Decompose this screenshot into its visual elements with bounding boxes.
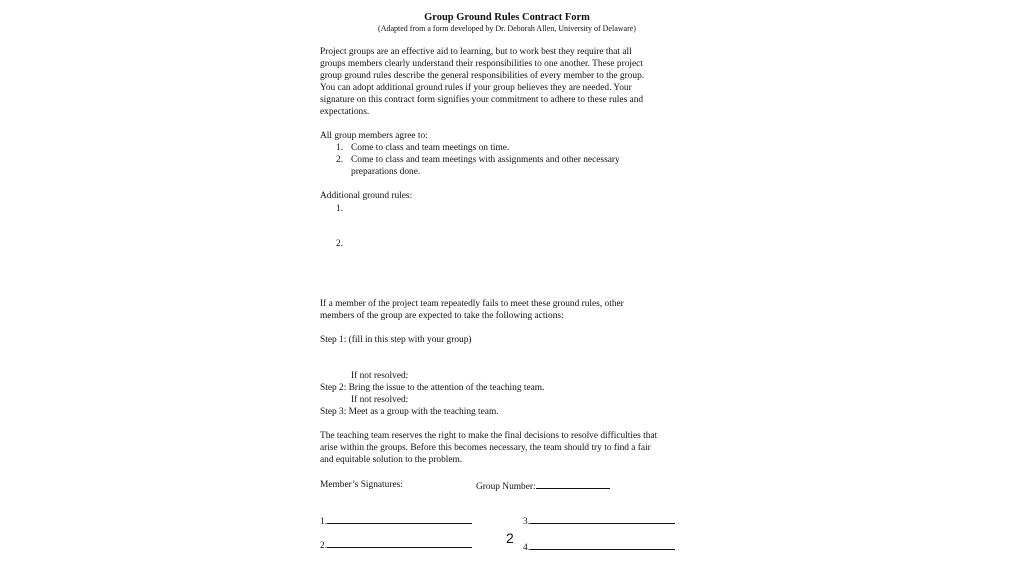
additional-heading: Additional ground rules: bbox=[320, 191, 413, 201]
teaching-line: and equitable solution to the problem. bbox=[320, 455, 463, 465]
intro-line: Project groups are an effective aid to learning, but to work best they require that all bbox=[320, 47, 632, 57]
signature-slot-4[interactable] bbox=[523, 540, 675, 554]
signature-slot-1[interactable] bbox=[320, 514, 472, 528]
intro-line: signature on this contract form signifies your commitment to adhere to these rules and bbox=[320, 95, 644, 105]
page-number: 2 bbox=[506, 530, 514, 546]
signature-blank[interactable] bbox=[530, 540, 675, 550]
signature-blank[interactable] bbox=[327, 538, 472, 548]
teaching-line: arise within the groups. Before this becomes necessary, the team should try to find a fair bbox=[320, 443, 651, 453]
signatures-label: Member’s Signatures: bbox=[320, 480, 403, 490]
group-number-label: Group Number: bbox=[476, 482, 536, 492]
signature-blank[interactable] bbox=[530, 514, 675, 524]
intro-line: You can adopt additional ground rules if your group believes they are needed. Your bbox=[320, 83, 632, 93]
failure-paragraph bbox=[320, 298, 700, 322]
intro-line: expectations. bbox=[320, 107, 370, 117]
document-title: Group Ground Rules Contract Form bbox=[424, 12, 590, 23]
failure-line: If a member of the project team repeatedly fails to meet these ground rules, other bbox=[320, 299, 624, 309]
document-subtitle: (Adapted from a form developed by Dr. Deborah Allen, University of Delaware) bbox=[378, 24, 636, 33]
intro-line: groups members clearly understand their responsibilities to one another. These project bbox=[320, 59, 643, 69]
signature-number: 2. bbox=[320, 541, 328, 551]
additional-item-number: 1. bbox=[336, 204, 344, 214]
if-not-resolved-2: If not resolved: bbox=[351, 395, 409, 405]
failure-line: members of the group are expected to take the following actions: bbox=[320, 311, 564, 321]
intro-line: group ground rules describe the general responsibilities of every member to the group. bbox=[320, 71, 645, 81]
additional-item-number: 2. bbox=[336, 239, 344, 249]
agree-item-text: Come to class and team meetings on time. bbox=[351, 143, 510, 153]
agree-item-number: 1. bbox=[336, 143, 344, 153]
intro-paragraph bbox=[320, 46, 700, 118]
signature-number: 4. bbox=[523, 543, 531, 553]
teaching-team-paragraph bbox=[320, 430, 700, 466]
teaching-line: The teaching team reserves the right to make the final decisions to resolve difficulties that bbox=[320, 431, 658, 441]
agree-item-text: preparations done. bbox=[351, 167, 421, 177]
signature-slot-2[interactable] bbox=[320, 538, 472, 552]
step-2: Step 2: Bring the issue to the attention of the teaching team. bbox=[320, 383, 545, 393]
signature-blank[interactable] bbox=[327, 514, 472, 524]
agree-heading: All group members agree to: bbox=[320, 131, 428, 141]
signature-slot-3[interactable] bbox=[523, 514, 675, 528]
if-not-resolved-1: If not resolved: bbox=[351, 371, 409, 381]
step-1: Step 1: (fill in this step with your group) bbox=[320, 335, 472, 345]
agree-item-text: Come to class and team meetings with assignments and other necessary bbox=[351, 155, 620, 165]
group-number-blank[interactable] bbox=[536, 479, 610, 489]
step-3: Step 3: Meet as a group with the teaching team. bbox=[320, 407, 499, 417]
agree-item-number: 2. bbox=[336, 155, 344, 165]
signature-number: 1. bbox=[320, 517, 328, 527]
group-number-field[interactable] bbox=[476, 479, 610, 493]
signature-number: 3. bbox=[523, 517, 531, 527]
